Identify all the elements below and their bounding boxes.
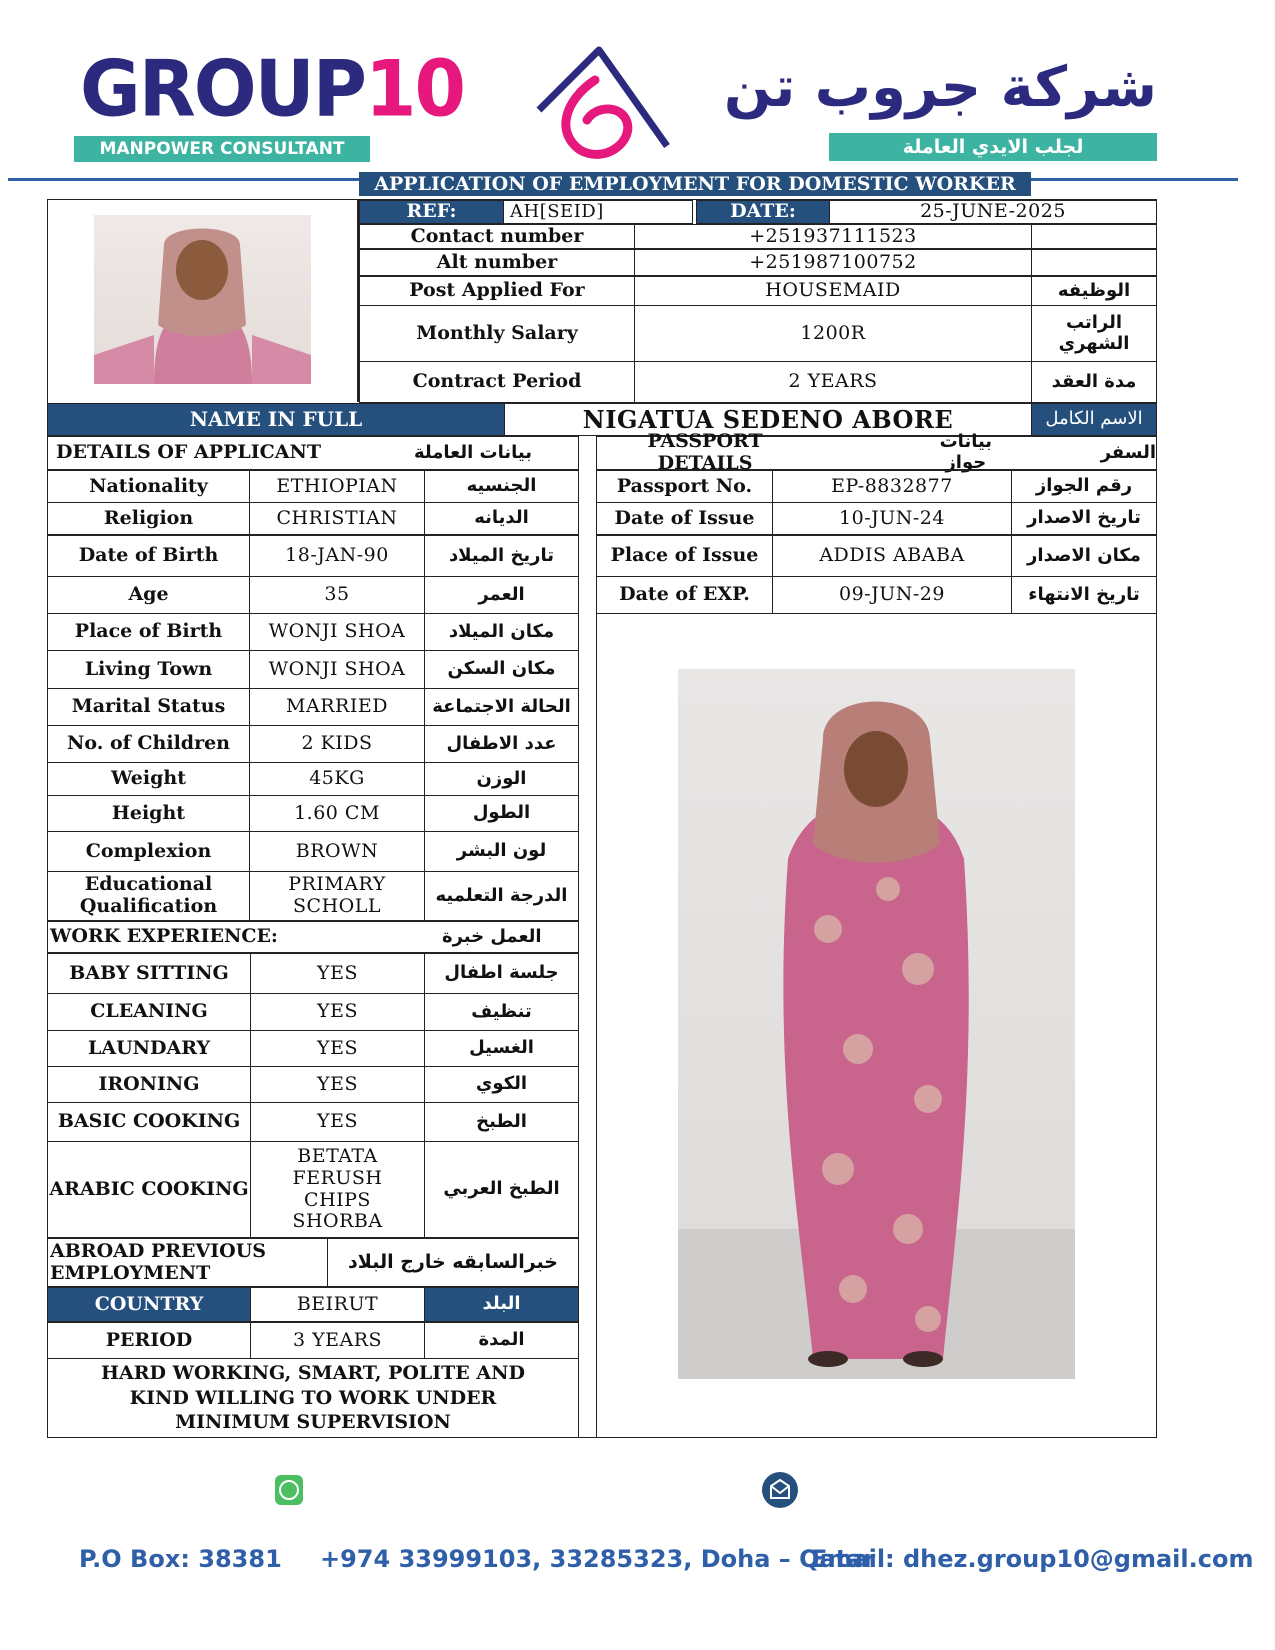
info-label-ar: الوظيفه	[1031, 276, 1157, 306]
info-value: +251987100752	[634, 249, 1032, 276]
detail-value: 35	[249, 576, 425, 614]
passport-title: PASSPORT DETAILS	[647, 430, 763, 474]
passport-label: Date of Issue	[596, 502, 773, 535]
detail-label-ar: الحالة الاجتماعة	[424, 688, 579, 726]
detail-label: Nationality	[47, 470, 250, 503]
applicant-full-body-photo	[678, 669, 1075, 1379]
po-box: P.O Box: 38381	[79, 1545, 282, 1573]
work-label-ar: جلسة اطفال	[424, 953, 579, 994]
passport-label: Place of Issue	[596, 535, 773, 577]
work-label: BASIC COOKING	[47, 1102, 251, 1142]
name-label: NAME IN FULL	[47, 403, 505, 436]
work-value: YES	[250, 1102, 425, 1142]
info-label-ar: مدة العقد	[1031, 361, 1157, 403]
passport-value: ADDIS ABABA	[772, 535, 1012, 577]
detail-value: WONJI SHOA	[249, 613, 425, 651]
abroad-label: ABROAD PREVIOUS EMPLOYMENT	[47, 1238, 328, 1287]
detail-value: ETHIOPIAN	[249, 470, 425, 503]
details-title-ar: بيانات العاملة	[414, 441, 532, 463]
detail-value: BROWN	[249, 831, 425, 872]
work-label-ar: الغسيل	[424, 1030, 579, 1067]
period-label-ar: المدة	[424, 1322, 579, 1359]
details-title: DETAILS OF APPLICANT	[56, 441, 321, 464]
detail-label-ar: تاريخ الميلاد	[424, 535, 579, 577]
passport-label-ar: تاريخ الاصدار	[1011, 502, 1157, 535]
detail-label-ar: لون البشر	[424, 831, 579, 872]
email-icon	[761, 1471, 799, 1509]
detail-label: Living Town	[47, 650, 250, 689]
name-label-ar: الاسم الكامل	[1031, 403, 1157, 436]
detail-value: WONJI SHOA	[249, 650, 425, 689]
country-label-ar: البلد	[424, 1287, 579, 1322]
info-value: 2 YEARS	[634, 361, 1032, 403]
work-label-ar: تنظيف	[424, 993, 579, 1031]
detail-label: Height	[47, 795, 250, 832]
ref-label: REF:	[359, 200, 504, 224]
period-label: PERIOD	[47, 1322, 251, 1359]
detail-label-ar: الدرجة التعلميه	[424, 871, 579, 921]
passport-label-ar: تاريخ الانتهاء	[1011, 576, 1157, 614]
work-label: LAUNDARY	[47, 1030, 251, 1067]
period-value: 3 YEARS	[250, 1322, 425, 1359]
detail-value: 1.60 CM	[249, 795, 425, 832]
phone-numbers: +974 33999103, 33285323, Doha – Qatar	[320, 1545, 876, 1573]
detail-value: MARRIED	[249, 688, 425, 726]
info-label: Contract Period	[359, 361, 635, 403]
info-value: 1200R	[634, 305, 1032, 362]
ref-value: AH[SEID]	[503, 200, 693, 224]
detail-label-ar: العمر	[424, 576, 579, 614]
passport-header	[596, 430, 1157, 474]
work-label-ar: الطبخ العربي	[424, 1141, 579, 1238]
detail-label: Educational Qualification	[47, 871, 250, 921]
passport-title-ar2: السفر	[1100, 441, 1156, 463]
work-value: YES	[250, 993, 425, 1031]
work-value: BETATA FERUSH CHIPS SHORBA	[250, 1141, 425, 1238]
detail-label-ar: مكان الميلاد	[424, 613, 579, 651]
applicant-full-name: NIGATUA SEDENO ABORE	[504, 403, 1032, 436]
info-label-ar	[1031, 224, 1157, 249]
info-label-ar: الراتب الشهري	[1031, 305, 1157, 362]
info-label: Alt number	[359, 249, 635, 276]
email-address: Email: dhez.group10@gmail.com	[811, 1545, 1254, 1573]
work-title: WORK EXPERIENCE:	[50, 925, 278, 948]
logo-number: 10	[364, 43, 464, 135]
info-label: Post Applied For	[359, 276, 635, 306]
date-label: DATE:	[696, 200, 830, 224]
company-logo-en	[80, 43, 464, 135]
company-logo-ar: شركة جروب تن	[723, 55, 1157, 120]
whatsapp-icon	[274, 1474, 304, 1506]
detail-value: 2 KIDS	[249, 725, 425, 763]
detail-label: Weight	[47, 762, 250, 796]
company-emblem-icon	[535, 42, 675, 160]
date-value: 25-JUNE-2025	[829, 200, 1157, 224]
passport-label-ar: مكان الاصدار	[1011, 535, 1157, 577]
work-header	[47, 921, 579, 953]
detail-label: Complexion	[47, 831, 250, 872]
passport-label-ar: رقم الجواز	[1011, 470, 1157, 503]
work-label: BABY SITTING	[47, 953, 251, 994]
passport-label: Passport No.	[596, 470, 773, 503]
info-value: HOUSEMAID	[634, 276, 1032, 306]
detail-label: Age	[47, 576, 250, 614]
info-label: Monthly Salary	[359, 305, 635, 362]
detail-label-ar: مكان السكن	[424, 650, 579, 689]
detail-label: Religion	[47, 502, 250, 535]
logo-tagline-en: MANPOWER CONSULTANT	[74, 136, 370, 162]
country-value: BEIRUT	[250, 1287, 425, 1322]
detail-label: Place of Birth	[47, 613, 250, 651]
abroad-label-ar: خبرالسابقه خارج البلاد	[327, 1238, 579, 1287]
detail-label: Marital Status	[47, 688, 250, 726]
detail-label-ar: الديانه	[424, 502, 579, 535]
remarks: HARD WORKING, SMART, POLITE AND KIND WILLING TO WORK UNDER MINIMUM SUPERVISION	[47, 1358, 579, 1438]
detail-label: Date of Birth	[47, 535, 250, 577]
detail-label-ar: عدد الاطفال	[424, 725, 579, 763]
logo-tagline-ar: لجلب الايدي العاملة	[829, 133, 1157, 161]
detail-label-ar: الوزن	[424, 762, 579, 796]
detail-label-ar: الطول	[424, 795, 579, 832]
passport-title-ar1: بيانات جواز	[939, 431, 993, 473]
passport-label: Date of EXP.	[596, 576, 773, 614]
applicant-passport-photo	[94, 215, 311, 384]
detail-value: 45KG	[249, 762, 425, 796]
passport-value: EP-8832877	[772, 470, 1012, 503]
work-value: YES	[250, 1066, 425, 1103]
work-value: YES	[250, 1030, 425, 1067]
work-label-ar: الكوي	[424, 1066, 579, 1103]
detail-label-ar: الجنسيه	[424, 470, 579, 503]
work-title-ar: العمل خبرة	[441, 925, 542, 947]
detail-value: CHRISTIAN	[249, 502, 425, 535]
passport-value: 10-JUN-24	[772, 502, 1012, 535]
work-label: ARABIC COOKING	[47, 1141, 251, 1238]
work-label: IRONING	[47, 1066, 251, 1103]
work-label-ar: الطبخ	[424, 1102, 579, 1142]
detail-value: PRIMARY SCHOLL	[249, 871, 425, 921]
form-title: APPLICATION OF EMPLOYMENT FOR DOMESTIC WORKER	[359, 172, 1031, 196]
work-label: CLEANING	[47, 993, 251, 1031]
info-label: Contact number	[359, 224, 635, 249]
details-header	[47, 436, 579, 470]
detail-value: 18-JAN-90	[249, 535, 425, 577]
detail-label: No. of Children	[47, 725, 250, 763]
logo-word: GROUP	[80, 43, 365, 135]
info-label-ar	[1031, 249, 1157, 276]
info-value: +251937111523	[634, 224, 1032, 249]
work-value: YES	[250, 953, 425, 994]
passport-value: 09-JUN-29	[772, 576, 1012, 614]
country-label: COUNTRY	[47, 1287, 251, 1322]
